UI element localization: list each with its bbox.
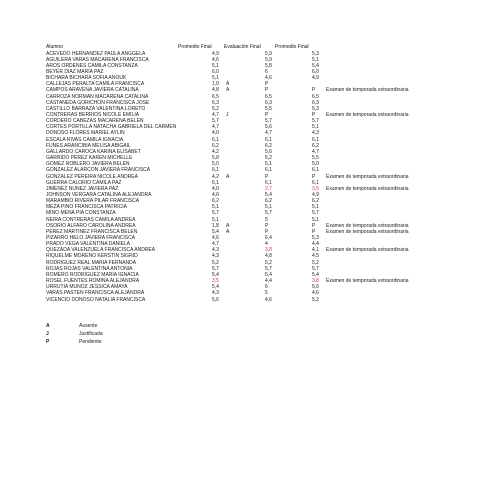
promedio-final-2-cell: 4,7	[312, 148, 319, 155]
promedio-final-cell: 5,1	[212, 204, 219, 211]
promedio-final-cell: 5,1	[212, 75, 219, 82]
student-name: CASTAÑEDA GORICHON FRANCISCA JOSÉ	[46, 99, 150, 106]
evaluacion-final-cell: 6,3	[265, 99, 272, 106]
legend-code: P	[46, 339, 50, 345]
promedio-final-2-cell: 4,4	[312, 241, 319, 248]
status-flag-cell: J	[226, 112, 229, 118]
promedio-final-2-cell: 5,7	[312, 265, 319, 272]
promedio-final-2-cell: 5,4	[312, 271, 319, 278]
promedio-final-cell: 4,6	[212, 191, 219, 198]
student-name: GUERRA CALORIO CAMILA PAZ	[46, 179, 122, 186]
student-name: ROMERO RODRIGUEZ MARIA IGNACIA	[46, 271, 139, 278]
evaluacion-final-cell: 5,7	[265, 210, 272, 217]
observation-cell: Examen de temporada extraordinaria	[326, 222, 409, 229]
promedio-final-cell: 6,0	[212, 68, 219, 75]
promedio-final-cell: 6,1	[212, 179, 219, 186]
student-name: DONOSO FLORES MARIEL AYLIN	[46, 130, 125, 137]
promedio-final-cell: 4,0	[212, 185, 219, 192]
evaluacion-final-cell: 5,4	[265, 271, 272, 278]
student-name: CONTRERAS BERRIOS NICOLE EMILIA	[46, 112, 140, 118]
student-name: GONZÁLEZ PEREIRA NICOLE ANDREA	[46, 173, 138, 180]
evaluacion-final-cell: P	[265, 81, 269, 88]
student-name: NEIRA CONTRERAS CAMILA ANDREA	[46, 216, 136, 223]
promedio-final-cell: 6,3	[212, 99, 219, 106]
evaluacion-final-cell: 5,7	[265, 265, 272, 272]
promedio-final-2-cell: 4,6	[312, 290, 319, 297]
student-name: PIZARRO HELO JAVIERA FRANCISCA	[46, 235, 136, 241]
status-flag-cell: A	[226, 173, 230, 180]
evaluacion-final-cell: P	[265, 87, 269, 94]
promedio-final-cell: 4,8	[212, 87, 219, 94]
promedio-final-cell: 6,2	[212, 142, 219, 149]
evaluacion-final-cell: 5	[265, 290, 268, 297]
student-name: ACEVEDO HERNANDEZ PAULA ANGGELA	[46, 50, 146, 57]
student-name: CARROZA NORMAN MACARENA CATALINA	[46, 93, 149, 100]
observation-cell: Examen de temporada extraordinaria	[326, 112, 409, 118]
promedio-final-cell: 4,3	[212, 253, 219, 260]
promedio-final-2-cell: 5,3	[312, 105, 319, 112]
promedio-final-2-cell: 6,5	[312, 93, 319, 100]
observation-cell: Examen de temporada extraordinaria	[326, 185, 409, 192]
promedio-final-cell: 5,4	[212, 284, 219, 291]
promedio-final-2-cell: 3,8	[312, 278, 319, 285]
promedio-final-2-cell: 6,1	[312, 179, 319, 186]
legend-item	[0, 330, 495, 338]
legend-item	[0, 322, 495, 330]
student-name: JIMENEZ NUÑEZ JAVIERA PAZ	[46, 185, 119, 192]
promedio-final-2-cell: 6,1	[312, 167, 319, 174]
promedio-final-2-cell: P	[312, 228, 316, 235]
student-name: CASTILLO BARRAZA VALENTINA LORETO	[46, 105, 146, 112]
student-name: GONZÁLEZ ALARCÓN JAVIERA FRANCISCA	[46, 167, 151, 174]
evaluacion-final-cell: 5,8	[265, 62, 272, 69]
evaluacion-final-cell: 6,1	[265, 136, 272, 143]
status-flag-cell: A	[226, 228, 230, 235]
header-promedio-final: Promedio Final	[178, 44, 212, 50]
student-name: BEYER DIAZ MARIA PAZ	[46, 68, 104, 75]
promedio-final-2-cell: P	[312, 173, 316, 180]
promedio-final-cell: 6,1	[212, 136, 219, 143]
promedio-final-2-cell: 5,7	[312, 210, 319, 217]
evaluacion-final-cell: 5,7	[265, 118, 272, 125]
promedio-final-cell: 4,6	[212, 56, 219, 63]
student-name: QUEZADA VALENZUELA FRANCISCA ANDREA	[46, 247, 156, 254]
promedio-final-2-cell: 5,2	[312, 259, 319, 266]
evaluacion-final-cell: 6,1	[265, 179, 272, 186]
evaluacion-final-cell: 5,2	[265, 259, 272, 266]
evaluacion-final-cell: 5,2	[265, 155, 272, 162]
promedio-final-cell: 5,1	[212, 216, 219, 223]
student-name: URRUTIA MUÑOZ JESSICA AMAYA	[46, 284, 128, 291]
promedio-final-2-cell: 5,1	[312, 56, 319, 63]
promedio-final-cell: 4,2	[212, 148, 219, 155]
student-name: CAMPOS ARAVENA JAVIERA CATALINA	[46, 87, 139, 94]
student-name: RODRIGUEZ REAL MARIA FERNANDA	[46, 259, 137, 266]
evaluacion-final-cell: 6,2	[265, 198, 272, 205]
evaluacion-final-cell: 4,4	[265, 278, 272, 285]
student-name: AROS ORDENES CAMILA CONSTANZA	[46, 62, 138, 69]
student-name: ROSEL FUENTES ROMINA ALEJANDRA	[46, 278, 140, 285]
student-name: PÉREZ MARTÍNEZ FRANCISCA BELÉN	[46, 228, 138, 235]
evaluacion-final-cell: 5	[265, 216, 268, 223]
student-name: AGUILERA VARAS MACARENA FRANCISCA	[46, 56, 149, 63]
evaluacion-final-cell: 5,5	[265, 105, 272, 112]
promedio-final-cell: 5,7	[212, 210, 219, 217]
evaluacion-final-cell: 6,1	[265, 167, 272, 174]
evaluacion-final-cell: 4,6	[265, 75, 272, 82]
evaluacion-final-cell: 5,6	[265, 148, 272, 155]
promedio-final-2-cell: 5,6	[312, 284, 319, 291]
promedio-final-cell: 5,0	[212, 161, 219, 168]
student-name: RIQUELME MORENO KERSTIN SIGRID	[46, 253, 138, 260]
promedio-final-2-cell: 5,4	[312, 62, 319, 69]
legend-code: A	[46, 323, 50, 329]
student-name: CALLEJAS PERALTA CAMILA FRANCISCA	[46, 81, 145, 88]
promedio-final-cell: 4,9	[212, 50, 219, 57]
promedio-final-2-cell: 3,5	[312, 185, 319, 192]
promedio-final-2-cell: 5,3	[312, 235, 319, 241]
promedio-final-cell: 5,2	[212, 105, 219, 112]
promedio-final-cell: 1,0	[212, 81, 219, 88]
legend-text: Ausente	[79, 323, 98, 329]
promedio-final-2-cell: 4,5	[312, 253, 319, 260]
promedio-final-2-cell: P	[312, 112, 316, 118]
evaluacion-final-cell: 5,9	[265, 50, 272, 57]
promedio-final-cell: 6,1	[212, 167, 219, 174]
promedio-final-2-cell: P	[312, 87, 316, 94]
evaluacion-final-cell: 6,2	[265, 142, 272, 149]
promedio-final-cell: 4,0	[212, 130, 219, 137]
evaluacion-final-cell: 5,4	[265, 191, 272, 198]
promedio-final-cell: 5,6	[212, 296, 219, 303]
student-name: CORDERO CABEZAS MACARENA BELEN	[46, 118, 144, 125]
observation-cell: Examen de temporada extraordinaria	[326, 228, 409, 235]
header-promedio-final-2: Promedio Final	[275, 44, 309, 50]
promedio-final-cell: 4,2	[212, 173, 219, 180]
evaluacion-final-cell: 5,9	[265, 56, 272, 63]
promedio-final-cell: 1,8	[212, 222, 219, 229]
promedio-final-2-cell: 5,7	[312, 118, 319, 125]
legend-code: J	[46, 331, 49, 337]
status-flag-cell: A	[226, 222, 230, 229]
promedio-final-2-cell: 4,1	[312, 247, 319, 254]
header-alumno: Alumno	[46, 44, 63, 50]
header-evaluacion-final: Evaluación Final	[224, 44, 261, 50]
evaluacion-final-cell: P	[265, 173, 269, 180]
promedio-final-cell: 4,7	[212, 124, 219, 131]
promedio-final-2-cell: 5,2	[312, 296, 319, 303]
evaluacion-final-cell: 3,8	[265, 247, 272, 254]
promedio-final-cell: 4,3	[212, 290, 219, 297]
promedio-final-cell: 5,7	[212, 118, 219, 125]
observation-cell: Examen de temporada extraordinaria	[326, 247, 409, 254]
student-name: OSORIO ALFARO CAROLINA ANDREA	[46, 222, 136, 229]
evaluacion-final-cell: 6	[265, 68, 268, 75]
table-row	[0, 297, 495, 303]
evaluacion-final-cell: 5,6	[265, 124, 272, 131]
evaluacion-final-cell: P	[265, 228, 269, 235]
evaluacion-final-cell: 2,7	[265, 185, 272, 192]
evaluacion-final-cell: 4,7	[265, 130, 272, 137]
status-flag-cell: A	[226, 81, 230, 88]
student-name: PRADO VEGA VALENTINA DANIELA	[46, 241, 131, 248]
evaluacion-final-cell: 5,1	[265, 204, 272, 211]
promedio-final-2-cell: 4,9	[312, 75, 319, 82]
student-name: ROJAS ROJAS VALENTINA ANTONIA	[46, 265, 133, 272]
student-name: VICENCIO DONOSO NATALIA FRANCISCA	[46, 296, 146, 303]
promedio-final-2-cell: 5,5	[312, 155, 319, 162]
evaluacion-final-cell: P	[265, 222, 269, 229]
promedio-final-cell: 5,4	[212, 271, 219, 278]
promedio-final-2-cell: 4,3	[312, 130, 319, 137]
promedio-final-2-cell: 6,0	[312, 68, 319, 75]
promedio-final-2-cell: P	[312, 222, 316, 229]
promedio-final-2-cell: 6,2	[312, 142, 319, 149]
student-name: ESCALA RIVAS CAMILA IGNACIA	[46, 136, 124, 143]
legend-item	[0, 338, 495, 346]
promedio-final-cell: 4,7	[212, 112, 219, 118]
promedio-final-cell: 5,4	[212, 228, 219, 235]
student-name: MEZA PINO FRANCISCA PATRICIA	[46, 204, 127, 211]
promedio-final-2-cell: 6,2	[312, 198, 319, 205]
promedio-final-2-cell: 5,0	[312, 161, 319, 168]
promedio-final-2-cell: 4,9	[312, 191, 319, 198]
header-row	[0, 44, 495, 50]
observation-cell: Examen de temporada extraordinaria	[326, 278, 409, 285]
promedio-final-2-cell: 6,3	[312, 99, 319, 106]
evaluacion-final-cell: 4,8	[265, 253, 272, 260]
promedio-final-cell: 6,2	[212, 198, 219, 205]
student-name: GARRIDO PÉREZ KAREN MICHELLE	[46, 155, 133, 162]
legend-text: Pendiente	[79, 339, 102, 345]
promedio-final-cell: 4,7	[212, 241, 219, 248]
student-name: CORTES PORTILLA NATACHA GABRIELA DEL CARMEN	[46, 124, 177, 131]
observation-cell: Examen de temporada extraordinaria	[326, 173, 409, 180]
promedio-final-cell: 5,7	[212, 265, 219, 272]
student-name: GALLARDO CAROCA KARINA ELISABET	[46, 148, 141, 155]
student-name: JOHNSON VERGARA CATALINA ALEJANDRA	[46, 191, 152, 198]
evaluacion-final-cell: 5,1	[265, 161, 272, 168]
promedio-final-2-cell: 5,3	[312, 50, 319, 57]
evaluacion-final-cell: 4	[265, 241, 268, 248]
promedio-final-cell: 6,5	[212, 93, 219, 100]
student-name: MARAMBIO RIVERA PILAR FRANCISCA	[46, 198, 140, 205]
student-name: GÓMEZ ROBLERO JAVIERA BELEN	[46, 161, 130, 168]
evaluacion-final-cell: P	[265, 112, 269, 118]
student-name: VARAS PASTÉN FRANCISCA ALEJANDRA	[46, 290, 145, 297]
evaluacion-final-cell: 6,4	[265, 235, 272, 241]
evaluacion-final-cell: 6,5	[265, 93, 272, 100]
promedio-final-cell: 5,2	[212, 259, 219, 266]
promedio-final-cell: 3,5	[212, 278, 219, 285]
promedio-final-cell: 4,6	[212, 235, 219, 241]
promedio-final-cell: 5,8	[212, 155, 219, 162]
observation-cell: Examen de temporada extraordinaria	[326, 87, 409, 94]
evaluacion-final-cell: 4,6	[265, 296, 272, 303]
student-name: BICHARA BICHARA SOFÍA ANOUK	[46, 75, 127, 82]
promedio-final-2-cell: 5,1	[312, 204, 319, 211]
promedio-final-2-cell: 5,1	[312, 216, 319, 223]
student-name: MIÑO MENA PÍA CONSTANZA	[46, 210, 116, 217]
status-flag-cell: A	[226, 87, 230, 94]
promedio-final-cell: 4,3	[212, 247, 219, 254]
promedio-final-cell: 5,1	[212, 62, 219, 69]
legend-text: Justificada	[79, 331, 103, 337]
promedio-final-2-cell: 5,1	[312, 124, 319, 131]
evaluacion-final-cell: 6	[265, 284, 268, 291]
student-name: FUNES ARANCIBIA MELISA ABIGAIL	[46, 142, 131, 149]
promedio-final-2-cell: 6,1	[312, 136, 319, 143]
